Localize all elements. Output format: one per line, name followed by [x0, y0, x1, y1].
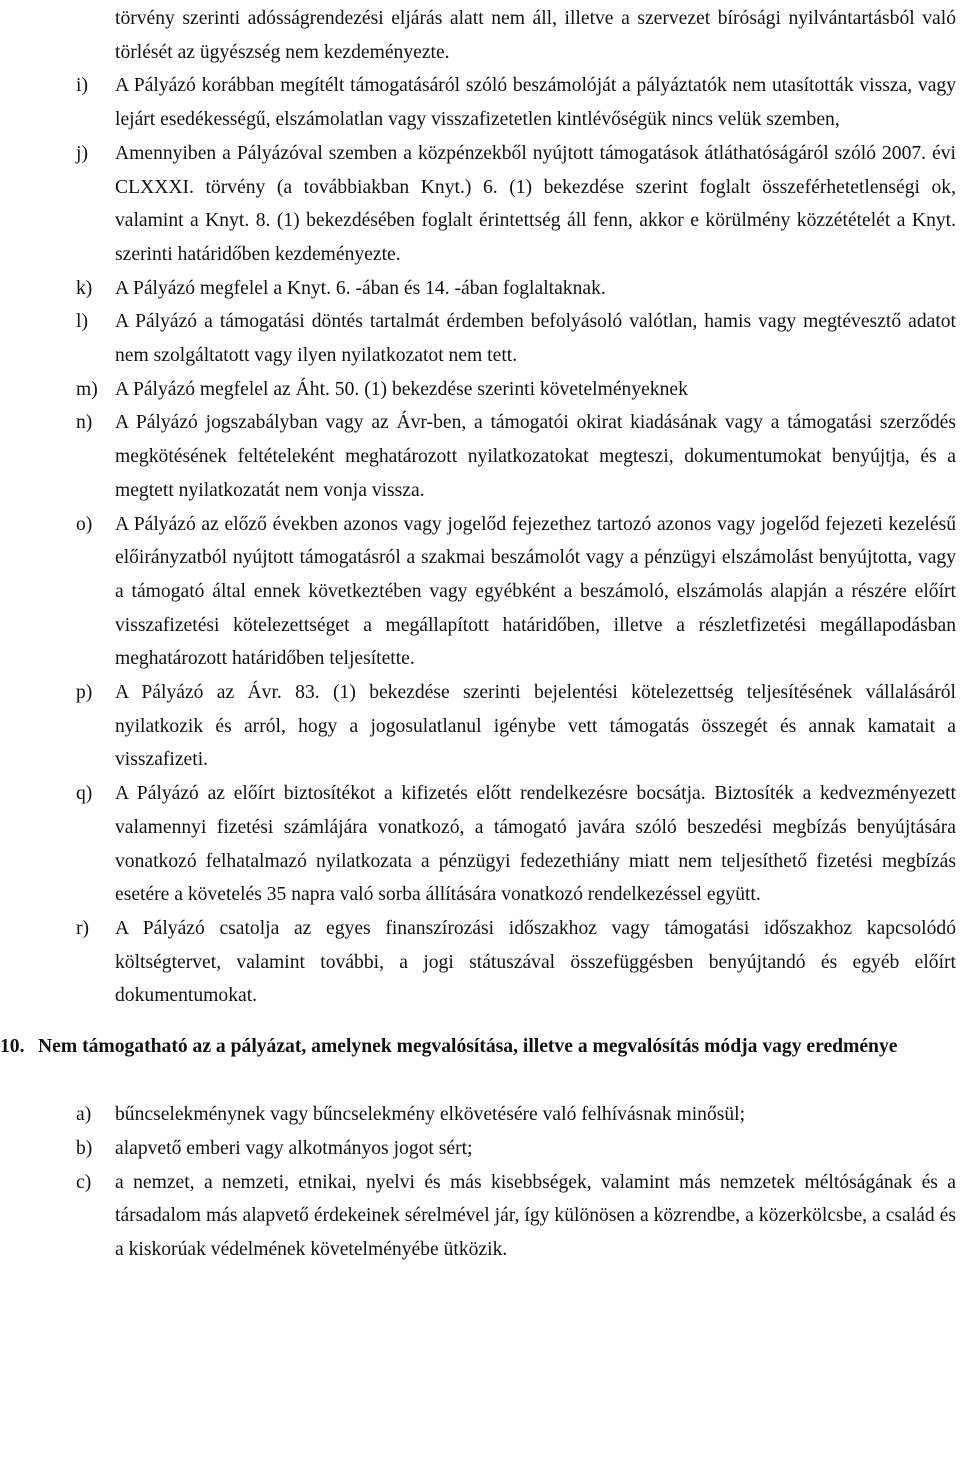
list-item-c [0, 1166, 960, 1267]
list-item-n [0, 406, 960, 507]
list-marker: l) [76, 311, 88, 333]
list-item-j [0, 137, 960, 272]
list-item-text: alapvető emberi vagy alkotmányos jogot sért; [115, 1137, 473, 1159]
list-item-text: bűncselekménynek vagy bűncselekmény elkövetésére való felhívásnak minősül; [115, 1104, 746, 1126]
list-marker: n) [76, 412, 93, 434]
list-marker: c) [76, 1171, 92, 1193]
list-item-p [0, 676, 960, 777]
list-item-b [0, 1132, 960, 1166]
list-item-text: A Pályázó megfelel az Áht. 50. (1) bekezdése szerinti követelményeknek [115, 378, 688, 400]
list-marker: m) [76, 378, 98, 400]
list-item-text: A Pályázó korábban megítélt támogatásáról szóló beszámolóját a pályáztatók nem utasították vissza, vagy lejárt esedékességű, elszámolatlan vagy visszafizetetlen kintlévőségük nincs velük szemben, [115, 75, 956, 131]
list-item-l [0, 305, 960, 372]
list-item-k [0, 272, 960, 306]
list-item-continuation [0, 2, 960, 69]
list-marker: i) [76, 75, 88, 97]
list-item-text: A Pályázó az előző években azonos vagy jogelőd fejezethez tartozó azonos vagy jogelőd fejezeti kezelésű előirányzatból nyújtott támogatásról a szakmai beszámolót vagy a pénzügyi elszámolást benyújtotta, vagy a támogató által ennek következtében vagy egyébként a beszámoló, elszámolás alapján a részére előírt visszafizetési kötelezettséget a megállapított határidőben, illetve a részletfizetési megállapodásban meghatározott határidőben teljesítette. [115, 513, 956, 670]
section-heading [0, 1030, 960, 1064]
list-marker: b) [76, 1137, 93, 1159]
list-marker: k) [76, 277, 93, 299]
list-marker: j) [76, 142, 88, 164]
section-title: Nem támogatható az a pályázat, amelynek megvalósítása, illetve a megvalósítás módja vagy eredménye [38, 1036, 898, 1058]
list-marker: a) [76, 1104, 92, 1126]
list-marker: p) [76, 682, 93, 704]
section-spacer [0, 1064, 960, 1098]
list-item-m [0, 373, 960, 407]
section-number: 10. [0, 1036, 25, 1058]
list-marker: q) [76, 783, 93, 805]
list-item-o [0, 508, 960, 677]
list-item-i [0, 69, 960, 136]
list-item-q [0, 777, 960, 912]
list-item-a [0, 1098, 960, 1132]
list-item-text: A Pályázó az előírt biztosítékot a kifizetés előtt rendelkezésre bocsátja. Biztosíték a kedvezményezett valamennyi fizetési számlájára vonatkozó, a támogató javára szóló beszedési megbízás benyújtására vonatkozó felhatalmazó nyilatkozata a pénzügyi fedezethiány miatt nem teljesíthető fizetési megbízás esetére a követelés 35 napra való sorba állítására vonatkozó rendelkezéssel együtt. [115, 783, 956, 906]
document-page [0, 2, 960, 1267]
list-marker: o) [76, 513, 93, 535]
list-item-text: törvény szerinti adósságrendezési eljárás alatt nem áll, illetve a szervezet bírósági nyilvántartásból való törlését az ügyészség nem kezdeményezte. [115, 8, 956, 63]
list-item-text: A Pályázó a támogatási döntés tartalmát érdemben befolyásoló valótlan, hamis vagy megtévesztő adatot nem szolgáltatott vagy ilyen nyilatkozatot nem tett. [115, 311, 956, 367]
list-item-text: A Pályázó az Ávr. 83. (1) bekezdése szerinti bejelentési kötelezettség teljesítésének vállalásáról nyilatkozik és arról, hogy a jogosulatlanul igénybe vett támogatás összegét és annak kamatait a visszafizeti. [115, 682, 956, 771]
list-marker: r) [76, 917, 90, 939]
list-item-text: A Pályázó csatolja az egyes finanszírozási időszakhoz vagy támogatási időszakhoz kapcsolódó költségtervet, valamint további, a jogi státuszával összefüggésben benyújtandó és egyéb előírt dokumentumokat. [115, 917, 956, 1007]
list-item-text: A Pályázó megfelel a Knyt. 6. -ában és 14. -ában foglaltaknak. [115, 277, 606, 299]
list-item-text: A Pályázó jogszabályban vagy az Ávr-ben, a támogatói okirat kiadásának vagy a támogatási szerződés megkötésének feltételeként meghatározott nyilatkozatokat megteszi, dokumentumokat benyújtja, és a megtett nyilatkozatát nem vonja vissza. [115, 412, 956, 501]
list-item-r [0, 912, 960, 1013]
list-item-text: a nemzet, a nemzeti, etnikai, nyelvi és más kisebbségek, valamint más nemzetek méltóságának és a társadalom más alapvető érdekeinek sérelmével jár, így különösen a közrendbe, a közerkölcsbe, a család és a kiskorúak védelmének követelményébe ütközik. [115, 1171, 956, 1260]
list-item-text: Amennyiben a Pályázóval szemben a közpénzekből nyújtott támogatások átláthatóságáról szóló 2007. évi CLXXXI. törvény (a továbbiakban Knyt.) 6. (1) bekezdése szerint foglalt összeférhetetlenségi ok, valamint a Knyt. 8. (1) bekezdésében foglalt érintettség áll fenn, akkor e körülmény közzétételét a Knyt. szerinti határidőben kezdeményezte. [115, 142, 956, 265]
